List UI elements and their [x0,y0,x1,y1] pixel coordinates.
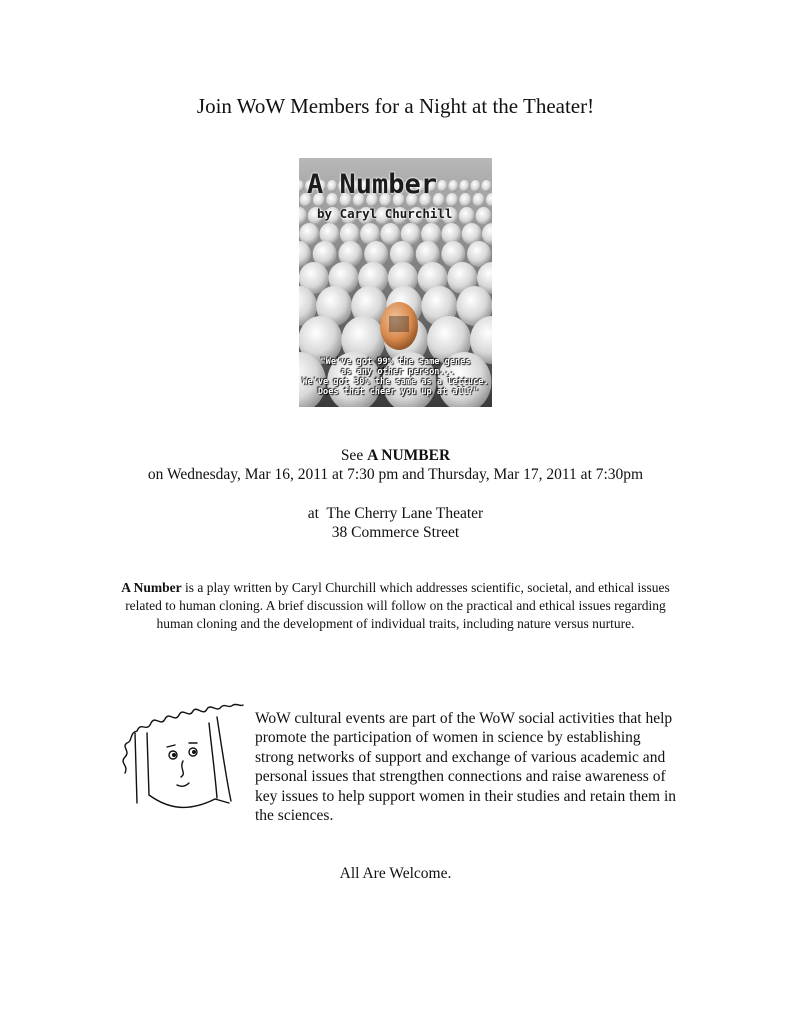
egg [437,180,447,192]
description-play-name: A Number [121,580,182,595]
egg [380,223,400,245]
description-text: is a play written by Caryl Churchill which addresses scientific, societal, and ethical issues related to human cloning. A brief discussion will follow on the practical and ethical issues regarding human cloning and the development of individual traits, including nature versus nurture. [125,580,670,631]
egg [476,207,492,225]
venue-info [0,504,791,542]
poster-author: by Caryl Churchill [317,206,453,221]
face-doodle-icon [117,703,247,813]
page-title: Join WoW Members for a Night at the Theater! [196,94,595,118]
venue-address: 38 Commerce Street [331,524,460,541]
play-description [110,579,681,633]
play-name: A NUMBER [367,447,451,464]
egg [473,193,485,207]
show-dates: on Wednesday, Mar 16, 2011 at 7:30 pm and Thursday, Mar 17, 2011 at 7:30pm [147,466,644,483]
venue-name: at The Cherry Lane Theater [307,505,484,522]
egg [446,193,458,207]
poster-title: A Number [307,169,438,200]
egg [482,180,492,192]
see-label: See [340,447,368,464]
egg [471,180,481,192]
egg [459,207,475,225]
orange-egg [380,302,418,350]
poster-quote: "We've got 99% the same genes as any other person... We've got 30% the same as a lettuce. Does that cheer you up at all?" [302,357,489,397]
egg [448,180,458,192]
welcome-note: All Are Welcome. [339,865,452,882]
play-poster [299,158,492,407]
showing-info [0,446,791,484]
egg [459,180,469,192]
egg [459,193,471,207]
about-wow: WoW cultural events are part of the WoW social activities that help promote the participation of women in science by establishing strong networks of support and exchange of various academic and personal issues that strengthen connections and raise awareness of key issues to help support women in their studies and retain them in the sciences. [255,710,677,825]
